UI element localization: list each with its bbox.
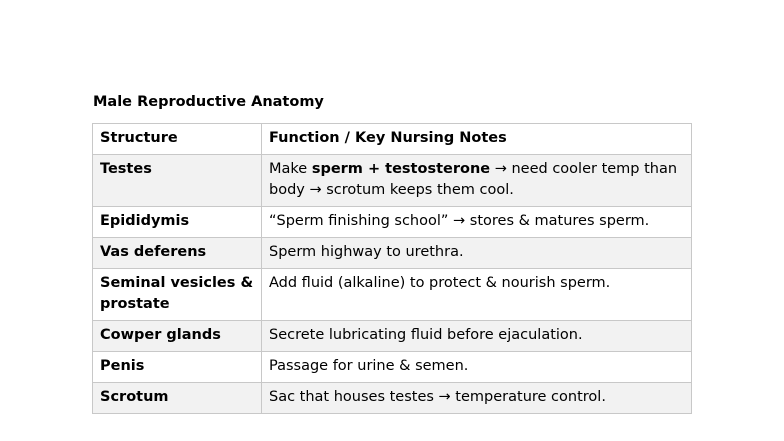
table-row: [93, 269, 692, 321]
table-row: [93, 352, 692, 383]
table-header-row: [93, 124, 692, 155]
table-row: [93, 238, 692, 269]
function-emphasis: sperm + testosterone: [311, 161, 491, 177]
function-text: Make: [269, 161, 312, 177]
function-cell: Secrete lubricating fluid before ejaculation.: [262, 321, 692, 352]
function-cell: Sperm highway to urethra.: [262, 238, 692, 269]
table-row: [93, 321, 692, 352]
function-cell: [262, 155, 692, 207]
header-structure: Structure: [93, 124, 262, 155]
structure-cell: Penis: [93, 352, 262, 383]
function-cell: Sac that houses testes → temperature control.: [262, 383, 692, 414]
table-row: [93, 155, 692, 207]
table-row: [93, 383, 692, 414]
header-function: Function / Key Nursing Notes: [262, 124, 692, 155]
function-text: → need cooler temp than body → scrotum keeps them cool.: [269, 161, 678, 198]
function-cell: Passage for urine & semen.: [262, 352, 692, 383]
structure-cell: Scrotum: [93, 383, 262, 414]
structure-cell: Cowper glands: [93, 321, 262, 352]
structure-cell: Vas deferens: [93, 238, 262, 269]
structure-cell: Testes: [93, 155, 262, 207]
function-cell: Add fluid (alkaline) to protect & nourish sperm.: [262, 269, 692, 321]
anatomy-table: [92, 123, 692, 414]
structure-cell: Epididymis: [93, 207, 262, 238]
table-row: [93, 207, 692, 238]
document-title: Male Reproductive Anatomy: [93, 94, 324, 110]
structure-cell: Seminal vesicles & prostate: [93, 269, 262, 321]
function-cell: “Sperm finishing school” → stores & matures sperm.: [262, 207, 692, 238]
